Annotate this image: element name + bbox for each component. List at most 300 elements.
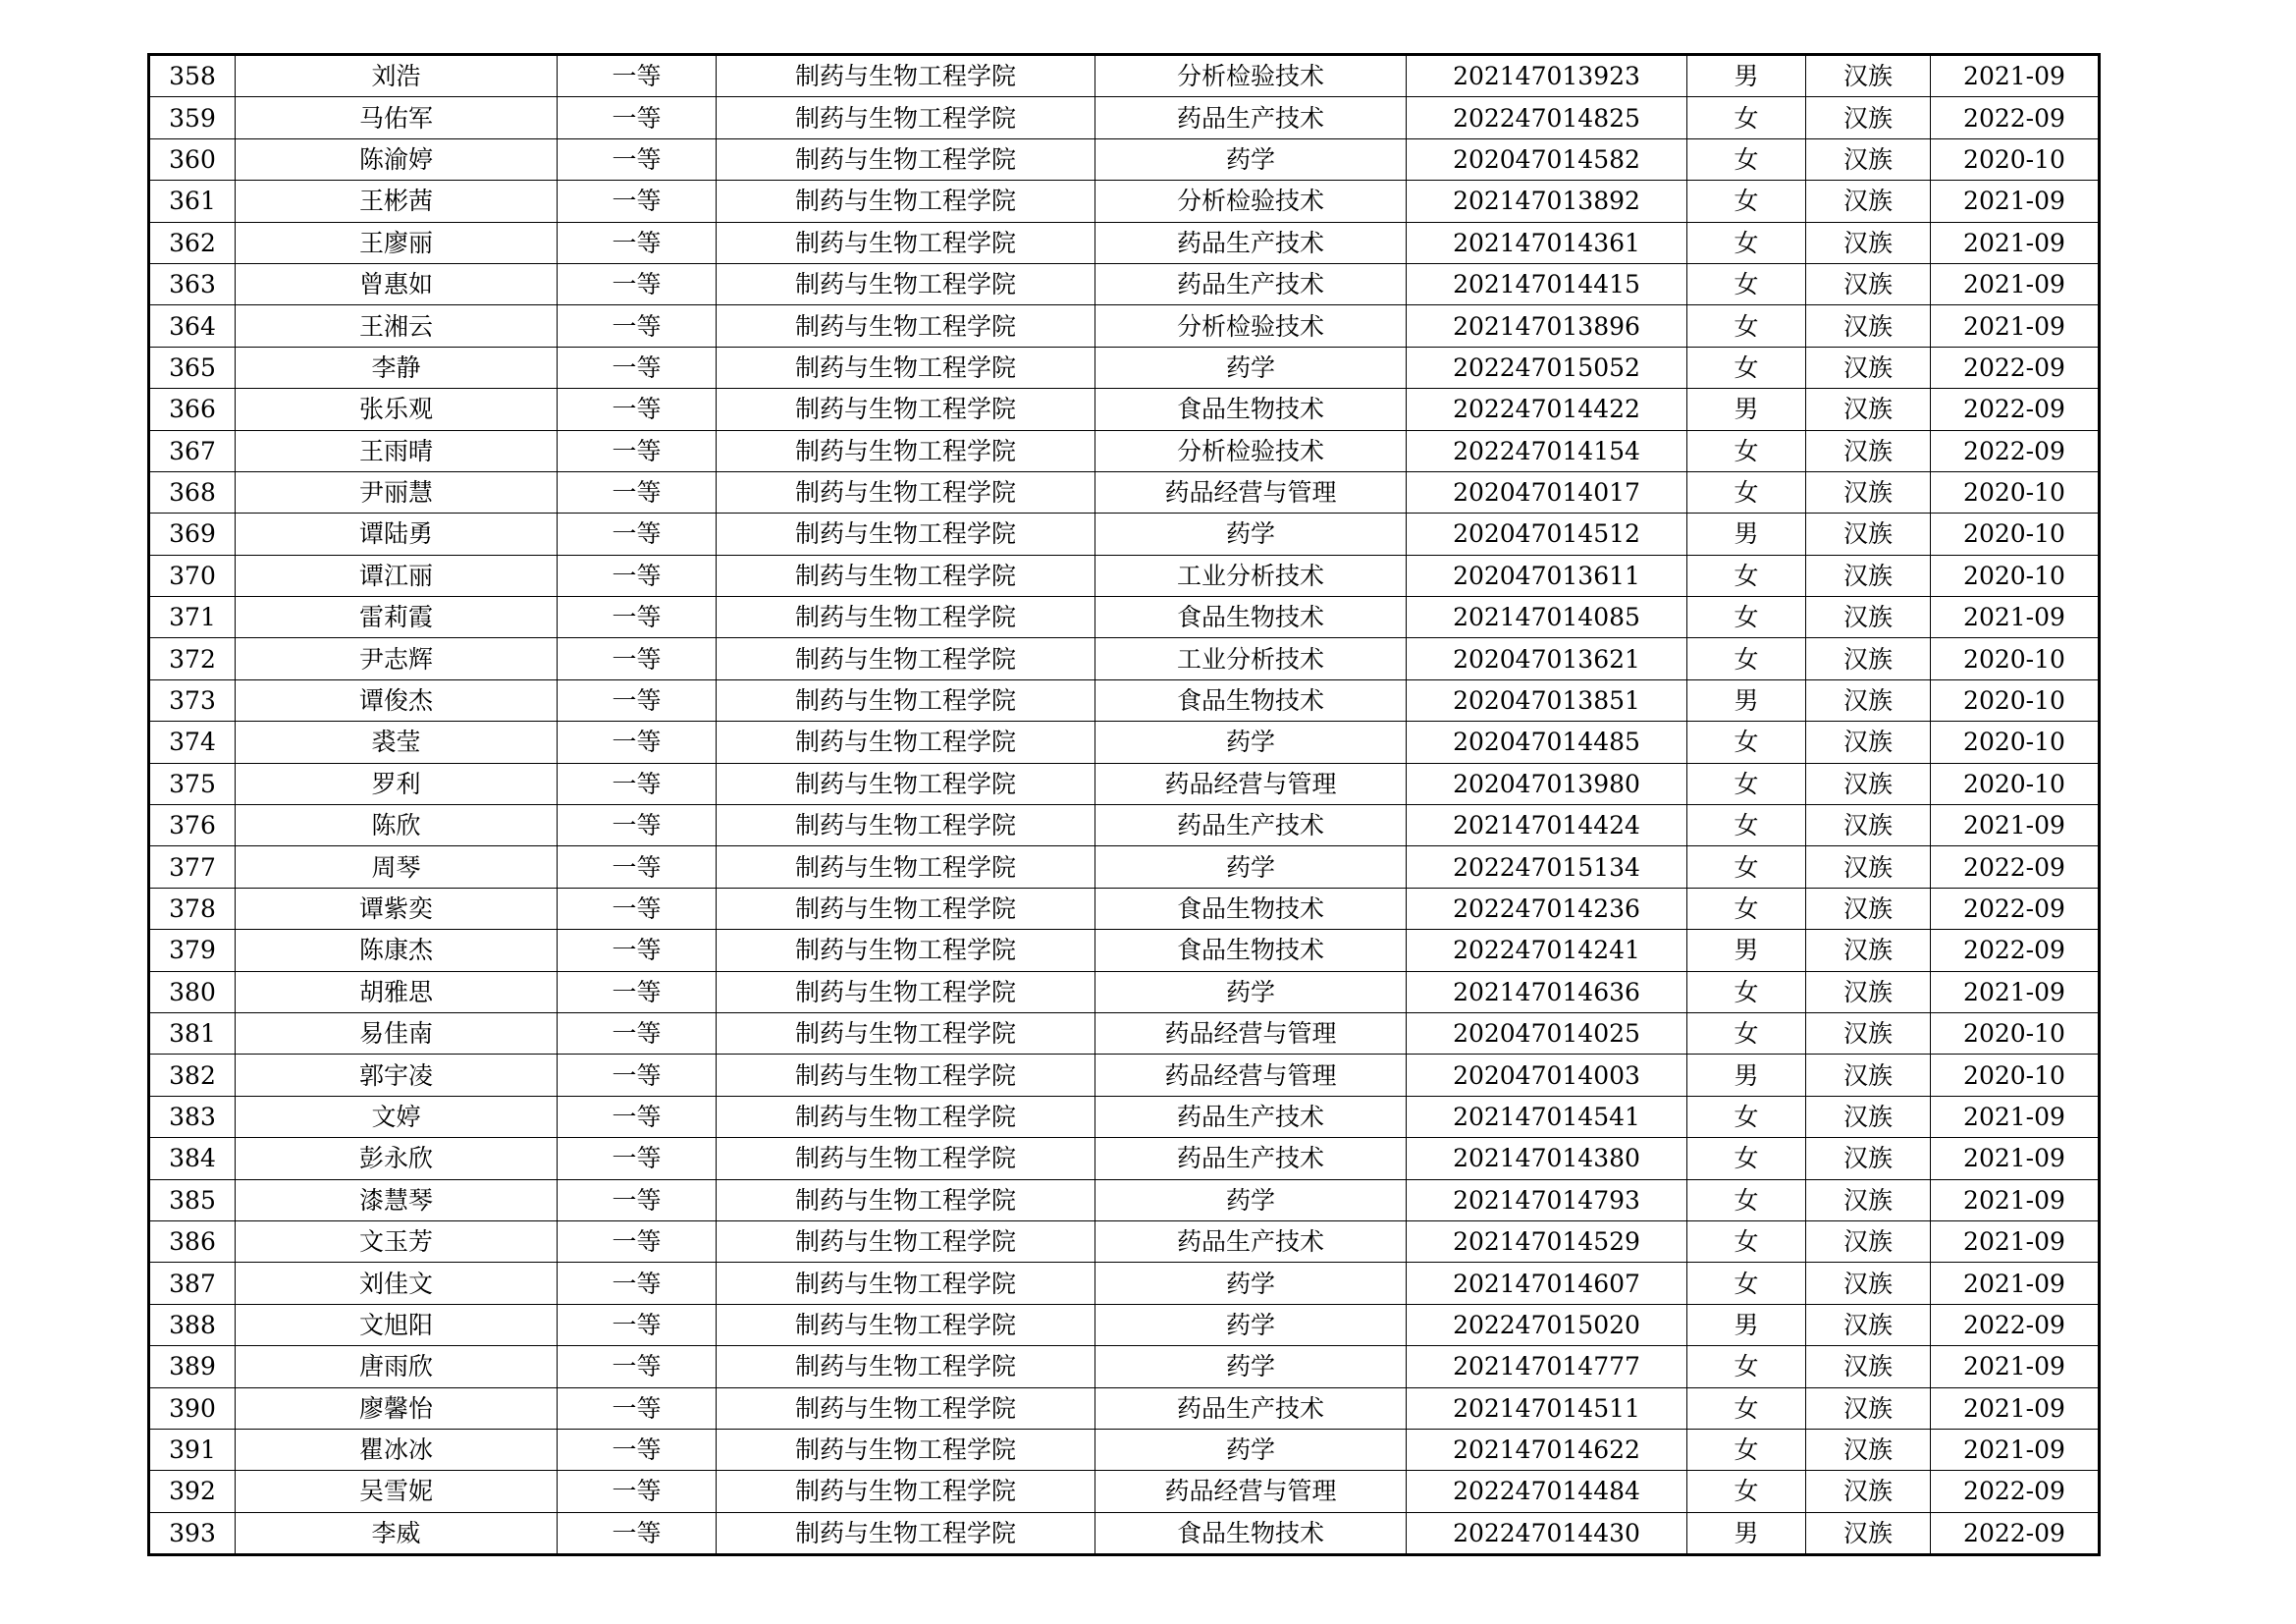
enrollment-date-cell: 2020-10	[1931, 1012, 2100, 1054]
enrollment-date-cell: 2021-09	[1931, 1179, 2100, 1220]
student-id-cell: 202047013851	[1407, 679, 1687, 721]
student-id-cell: 202147014415	[1407, 263, 1687, 304]
major-cell: 药品生产技术	[1095, 263, 1407, 304]
student-id-cell: 202047014512	[1407, 514, 1687, 555]
award-level-cell: 一等	[558, 1096, 717, 1137]
student-id-cell: 202047013980	[1407, 763, 1687, 804]
college-cell: 制药与生物工程学院	[717, 222, 1095, 263]
enrollment-date-cell: 2021-09	[1931, 181, 2100, 222]
table-row	[149, 679, 2100, 721]
ethnicity-cell: 汉族	[1806, 1346, 1931, 1387]
table-row	[149, 1096, 2100, 1137]
student-id-cell: 202147013923	[1407, 55, 1687, 97]
award-level-cell: 一等	[558, 347, 717, 388]
student-name-cell: 张乐观	[236, 389, 558, 430]
award-level-cell: 一等	[558, 1179, 717, 1220]
student-id-cell: 202147014622	[1407, 1429, 1687, 1470]
ethnicity-cell: 汉族	[1806, 1220, 1931, 1262]
college-cell: 制药与生物工程学院	[717, 514, 1095, 555]
college-cell: 制药与生物工程学院	[717, 263, 1095, 304]
award-level-cell: 一等	[558, 679, 717, 721]
enrollment-date-cell: 2020-10	[1931, 555, 2100, 596]
college-cell: 制药与生物工程学院	[717, 1012, 1095, 1054]
award-level-cell: 一等	[558, 971, 717, 1012]
major-cell: 药学	[1095, 514, 1407, 555]
gender-cell: 女	[1687, 763, 1806, 804]
student-name-cell: 陈欣	[236, 805, 558, 846]
college-cell: 制药与生物工程学院	[717, 722, 1095, 763]
student-name-cell: 王雨晴	[236, 430, 558, 471]
ethnicity-cell: 汉族	[1806, 97, 1931, 138]
row-number-cell: 365	[149, 347, 236, 388]
student-id-cell: 202147014793	[1407, 1179, 1687, 1220]
enrollment-date-cell: 2022-09	[1931, 1304, 2100, 1345]
student-name-cell: 唐雨欣	[236, 1346, 558, 1387]
student-id-cell: 202247015020	[1407, 1304, 1687, 1345]
enrollment-date-cell: 2022-09	[1931, 1512, 2100, 1554]
major-cell: 药学	[1095, 1429, 1407, 1470]
award-level-cell: 一等	[558, 1346, 717, 1387]
gender-cell: 女	[1687, 722, 1806, 763]
major-cell: 食品生物技术	[1095, 1512, 1407, 1554]
student-id-cell: 202247014236	[1407, 888, 1687, 929]
student-name-cell: 刘浩	[236, 55, 558, 97]
table-row	[149, 763, 2100, 804]
enrollment-date-cell: 2021-09	[1931, 1263, 2100, 1304]
college-cell: 制药与生物工程学院	[717, 1263, 1095, 1304]
major-cell: 药学	[1095, 1304, 1407, 1345]
ethnicity-cell: 汉族	[1806, 514, 1931, 555]
ethnicity-cell: 汉族	[1806, 763, 1931, 804]
student-id-cell: 202047013611	[1407, 555, 1687, 596]
row-number-cell: 391	[149, 1429, 236, 1470]
college-cell: 制药与生物工程学院	[717, 1138, 1095, 1179]
award-level-cell: 一等	[558, 555, 717, 596]
student-name-cell: 漆慧琴	[236, 1179, 558, 1220]
ethnicity-cell: 汉族	[1806, 930, 1931, 971]
table-row	[149, 347, 2100, 388]
college-cell: 制药与生物工程学院	[717, 1346, 1095, 1387]
major-cell: 药学	[1095, 347, 1407, 388]
college-cell: 制药与生物工程学院	[717, 1471, 1095, 1512]
student-name-cell: 马佑军	[236, 97, 558, 138]
major-cell: 药品生产技术	[1095, 222, 1407, 263]
award-level-cell: 一等	[558, 846, 717, 888]
table-row	[149, 971, 2100, 1012]
gender-cell: 女	[1687, 555, 1806, 596]
gender-cell: 女	[1687, 1096, 1806, 1137]
student-name-cell: 易佳南	[236, 1012, 558, 1054]
student-name-cell: 瞿冰冰	[236, 1429, 558, 1470]
ethnicity-cell: 汉族	[1806, 722, 1931, 763]
enrollment-date-cell: 2022-09	[1931, 1471, 2100, 1512]
award-level-cell: 一等	[558, 389, 717, 430]
ethnicity-cell: 汉族	[1806, 971, 1931, 1012]
row-number-cell: 392	[149, 1471, 236, 1512]
enrollment-date-cell: 2020-10	[1931, 471, 2100, 513]
table-row	[149, 97, 2100, 138]
table-row	[149, 1263, 2100, 1304]
ethnicity-cell: 汉族	[1806, 1387, 1931, 1429]
student-name-cell: 李威	[236, 1512, 558, 1554]
gender-cell: 女	[1687, 471, 1806, 513]
enrollment-date-cell: 2022-09	[1931, 97, 2100, 138]
ethnicity-cell: 汉族	[1806, 55, 1931, 97]
major-cell: 药品经营与管理	[1095, 471, 1407, 513]
gender-cell: 女	[1687, 1012, 1806, 1054]
major-cell: 分析检验技术	[1095, 181, 1407, 222]
major-cell: 分析检验技术	[1095, 430, 1407, 471]
gender-cell: 女	[1687, 1429, 1806, 1470]
award-level-cell: 一等	[558, 1055, 717, 1096]
ethnicity-cell: 汉族	[1806, 805, 1931, 846]
student-name-cell: 雷莉霞	[236, 597, 558, 638]
table-row	[149, 1138, 2100, 1179]
row-number-cell: 368	[149, 471, 236, 513]
major-cell: 分析检验技术	[1095, 55, 1407, 97]
college-cell: 制药与生物工程学院	[717, 763, 1095, 804]
student-id-cell: 202047014003	[1407, 1055, 1687, 1096]
college-cell: 制药与生物工程学院	[717, 471, 1095, 513]
major-cell: 药品生产技术	[1095, 1096, 1407, 1137]
row-number-cell: 385	[149, 1179, 236, 1220]
enrollment-date-cell: 2020-10	[1931, 679, 2100, 721]
enrollment-date-cell: 2020-10	[1931, 763, 2100, 804]
ethnicity-cell: 汉族	[1806, 1471, 1931, 1512]
row-number-cell: 379	[149, 930, 236, 971]
student-id-cell: 202147014085	[1407, 597, 1687, 638]
student-id-cell: 202147014511	[1407, 1387, 1687, 1429]
row-number-cell: 370	[149, 555, 236, 596]
row-number-cell: 384	[149, 1138, 236, 1179]
student-id-cell: 202247014484	[1407, 1471, 1687, 1512]
student-name-cell: 谭陆勇	[236, 514, 558, 555]
gender-cell: 女	[1687, 1220, 1806, 1262]
enrollment-date-cell: 2020-10	[1931, 638, 2100, 679]
ethnicity-cell: 汉族	[1806, 679, 1931, 721]
enrollment-date-cell: 2021-09	[1931, 1220, 2100, 1262]
gender-cell: 女	[1687, 1138, 1806, 1179]
table-row	[149, 638, 2100, 679]
college-cell: 制药与生物工程学院	[717, 55, 1095, 97]
college-cell: 制药与生物工程学院	[717, 555, 1095, 596]
major-cell: 药品生产技术	[1095, 1220, 1407, 1262]
major-cell: 药品生产技术	[1095, 1387, 1407, 1429]
student-id-cell: 202247014422	[1407, 389, 1687, 430]
college-cell: 制药与生物工程学院	[717, 638, 1095, 679]
enrollment-date-cell: 2022-09	[1931, 846, 2100, 888]
student-name-cell: 李静	[236, 347, 558, 388]
gender-cell: 男	[1687, 930, 1806, 971]
student-name-cell: 彭永欣	[236, 1138, 558, 1179]
student-name-cell: 陈康杰	[236, 930, 558, 971]
college-cell: 制药与生物工程学院	[717, 1512, 1095, 1554]
ethnicity-cell: 汉族	[1806, 222, 1931, 263]
college-cell: 制药与生物工程学院	[717, 138, 1095, 180]
major-cell: 药品经营与管理	[1095, 763, 1407, 804]
row-number-cell: 390	[149, 1387, 236, 1429]
award-level-cell: 一等	[558, 1512, 717, 1554]
table-row	[149, 597, 2100, 638]
student-name-cell: 尹丽慧	[236, 471, 558, 513]
college-cell: 制药与生物工程学院	[717, 888, 1095, 929]
award-level-cell: 一等	[558, 138, 717, 180]
award-level-cell: 一等	[558, 1304, 717, 1345]
gender-cell: 女	[1687, 305, 1806, 347]
major-cell: 食品生物技术	[1095, 389, 1407, 430]
student-name-cell: 王湘云	[236, 305, 558, 347]
row-number-cell: 387	[149, 1263, 236, 1304]
table-row	[149, 471, 2100, 513]
award-level-cell: 一等	[558, 638, 717, 679]
table-row	[149, 514, 2100, 555]
enrollment-date-cell: 2021-09	[1931, 1387, 2100, 1429]
gender-cell: 女	[1687, 97, 1806, 138]
gender-cell: 女	[1687, 181, 1806, 222]
award-level-cell: 一等	[558, 430, 717, 471]
college-cell: 制药与生物工程学院	[717, 389, 1095, 430]
student-id-cell: 202147014424	[1407, 805, 1687, 846]
student-id-cell: 202147014529	[1407, 1220, 1687, 1262]
student-name-cell: 郭宇凌	[236, 1055, 558, 1096]
row-number-cell: 388	[149, 1304, 236, 1345]
enrollment-date-cell: 2020-10	[1931, 514, 2100, 555]
gender-cell: 男	[1687, 514, 1806, 555]
award-level-cell: 一等	[558, 930, 717, 971]
major-cell: 药学	[1095, 1346, 1407, 1387]
row-number-cell: 375	[149, 763, 236, 804]
major-cell: 食品生物技术	[1095, 930, 1407, 971]
student-id-cell: 202047013621	[1407, 638, 1687, 679]
table-row	[149, 930, 2100, 971]
enrollment-date-cell: 2021-09	[1931, 1096, 2100, 1137]
student-name-cell: 文婷	[236, 1096, 558, 1137]
table-row	[149, 1012, 2100, 1054]
student-name-cell: 文旭阳	[236, 1304, 558, 1345]
award-level-cell: 一等	[558, 263, 717, 304]
award-level-cell: 一等	[558, 514, 717, 555]
college-cell: 制药与生物工程学院	[717, 1179, 1095, 1220]
ethnicity-cell: 汉族	[1806, 1263, 1931, 1304]
major-cell: 药学	[1095, 846, 1407, 888]
student-id-cell: 202147014777	[1407, 1346, 1687, 1387]
gender-cell: 女	[1687, 971, 1806, 1012]
ethnicity-cell: 汉族	[1806, 181, 1931, 222]
major-cell: 药学	[1095, 138, 1407, 180]
gender-cell: 女	[1687, 846, 1806, 888]
major-cell: 药品生产技术	[1095, 97, 1407, 138]
student-id-cell: 202147013896	[1407, 305, 1687, 347]
student-name-cell: 陈渝婷	[236, 138, 558, 180]
row-number-cell: 358	[149, 55, 236, 97]
college-cell: 制药与生物工程学院	[717, 181, 1095, 222]
row-number-cell: 386	[149, 1220, 236, 1262]
ethnicity-cell: 汉族	[1806, 305, 1931, 347]
student-id-cell: 202247014241	[1407, 930, 1687, 971]
student-id-cell: 202147014361	[1407, 222, 1687, 263]
table-row	[149, 1471, 2100, 1512]
enrollment-date-cell: 2020-10	[1931, 138, 2100, 180]
ethnicity-cell: 汉族	[1806, 1429, 1931, 1470]
gender-cell: 女	[1687, 138, 1806, 180]
enrollment-date-cell: 2021-09	[1931, 305, 2100, 347]
student-name-cell: 文玉芳	[236, 1220, 558, 1262]
college-cell: 制药与生物工程学院	[717, 347, 1095, 388]
row-number-cell: 382	[149, 1055, 236, 1096]
student-id-cell: 202047014485	[1407, 722, 1687, 763]
student-id-cell: 202247014825	[1407, 97, 1687, 138]
college-cell: 制药与生物工程学院	[717, 930, 1095, 971]
table-row	[149, 55, 2100, 97]
award-level-cell: 一等	[558, 471, 717, 513]
table-row	[149, 1220, 2100, 1262]
table-row	[149, 430, 2100, 471]
award-level-cell: 一等	[558, 1387, 717, 1429]
table-row	[149, 138, 2100, 180]
gender-cell: 女	[1687, 805, 1806, 846]
student-name-cell: 周琴	[236, 846, 558, 888]
college-cell: 制药与生物工程学院	[717, 597, 1095, 638]
row-number-cell: 378	[149, 888, 236, 929]
gender-cell: 女	[1687, 597, 1806, 638]
enrollment-date-cell: 2021-09	[1931, 263, 2100, 304]
college-cell: 制药与生物工程学院	[717, 97, 1095, 138]
enrollment-date-cell: 2021-09	[1931, 222, 2100, 263]
college-cell: 制药与生物工程学院	[717, 846, 1095, 888]
row-number-cell: 377	[149, 846, 236, 888]
row-number-cell: 389	[149, 1346, 236, 1387]
student-id-cell: 202047014017	[1407, 471, 1687, 513]
major-cell: 工业分析技术	[1095, 638, 1407, 679]
ethnicity-cell: 汉族	[1806, 1096, 1931, 1137]
ethnicity-cell: 汉族	[1806, 347, 1931, 388]
award-level-cell: 一等	[558, 597, 717, 638]
college-cell: 制药与生物工程学院	[717, 430, 1095, 471]
student-id-cell: 202147014380	[1407, 1138, 1687, 1179]
row-number-cell: 373	[149, 679, 236, 721]
college-cell: 制药与生物工程学院	[717, 1096, 1095, 1137]
ethnicity-cell: 汉族	[1806, 1512, 1931, 1554]
table-row	[149, 1512, 2100, 1554]
award-level-cell: 一等	[558, 1220, 717, 1262]
student-id-cell: 202147014541	[1407, 1096, 1687, 1137]
table-row	[149, 555, 2100, 596]
gender-cell: 女	[1687, 222, 1806, 263]
table-row	[149, 805, 2100, 846]
table-row	[149, 263, 2100, 304]
college-cell: 制药与生物工程学院	[717, 805, 1095, 846]
gender-cell: 男	[1687, 679, 1806, 721]
major-cell: 药品经营与管理	[1095, 1055, 1407, 1096]
enrollment-date-cell: 2022-09	[1931, 888, 2100, 929]
student-name-cell: 胡雅思	[236, 971, 558, 1012]
row-number-cell: 363	[149, 263, 236, 304]
row-number-cell: 360	[149, 138, 236, 180]
gender-cell: 女	[1687, 638, 1806, 679]
enrollment-date-cell: 2021-09	[1931, 1429, 2100, 1470]
major-cell: 药学	[1095, 1263, 1407, 1304]
award-level-cell: 一等	[558, 55, 717, 97]
award-level-cell: 一等	[558, 97, 717, 138]
award-level-cell: 一等	[558, 1263, 717, 1304]
student-name-cell: 谭俊杰	[236, 679, 558, 721]
enrollment-date-cell: 2022-09	[1931, 930, 2100, 971]
table-row	[149, 181, 2100, 222]
table-row	[149, 1179, 2100, 1220]
row-number-cell: 369	[149, 514, 236, 555]
student-id-cell: 202147014607	[1407, 1263, 1687, 1304]
gender-cell: 女	[1687, 1471, 1806, 1512]
enrollment-date-cell: 2020-10	[1931, 1055, 2100, 1096]
row-number-cell: 361	[149, 181, 236, 222]
enrollment-date-cell: 2022-09	[1931, 389, 2100, 430]
enrollment-date-cell: 2020-10	[1931, 722, 2100, 763]
major-cell: 药品生产技术	[1095, 805, 1407, 846]
major-cell: 药品生产技术	[1095, 1138, 1407, 1179]
ethnicity-cell: 汉族	[1806, 138, 1931, 180]
award-level-cell: 一等	[558, 181, 717, 222]
ethnicity-cell: 汉族	[1806, 471, 1931, 513]
award-level-cell: 一等	[558, 805, 717, 846]
gender-cell: 男	[1687, 1055, 1806, 1096]
gender-cell: 女	[1687, 347, 1806, 388]
award-level-cell: 一等	[558, 888, 717, 929]
student-name-cell: 罗利	[236, 763, 558, 804]
ethnicity-cell: 汉族	[1806, 555, 1931, 596]
college-cell: 制药与生物工程学院	[717, 1387, 1095, 1429]
ethnicity-cell: 汉族	[1806, 263, 1931, 304]
student-id-cell: 202247014430	[1407, 1512, 1687, 1554]
award-level-cell: 一等	[558, 1138, 717, 1179]
college-cell: 制药与生物工程学院	[717, 1304, 1095, 1345]
major-cell: 食品生物技术	[1095, 597, 1407, 638]
row-number-cell: 359	[149, 97, 236, 138]
table-row	[149, 1304, 2100, 1345]
gender-cell: 男	[1687, 1304, 1806, 1345]
table-row	[149, 846, 2100, 888]
college-cell: 制药与生物工程学院	[717, 1429, 1095, 1470]
college-cell: 制药与生物工程学院	[717, 1055, 1095, 1096]
major-cell: 药学	[1095, 971, 1407, 1012]
table-row	[149, 1055, 2100, 1096]
college-cell: 制药与生物工程学院	[717, 971, 1095, 1012]
row-number-cell: 366	[149, 389, 236, 430]
college-cell: 制药与生物工程学院	[717, 679, 1095, 721]
award-level-cell: 一等	[558, 222, 717, 263]
student-id-cell: 202147013892	[1407, 181, 1687, 222]
major-cell: 药品经营与管理	[1095, 1471, 1407, 1512]
enrollment-date-cell: 2021-09	[1931, 1346, 2100, 1387]
major-cell: 分析检验技术	[1095, 305, 1407, 347]
award-level-cell: 一等	[558, 1471, 717, 1512]
row-number-cell: 367	[149, 430, 236, 471]
row-number-cell: 381	[149, 1012, 236, 1054]
student-name-cell: 谭江丽	[236, 555, 558, 596]
student-name-cell: 吴雪妮	[236, 1471, 558, 1512]
ethnicity-cell: 汉族	[1806, 1138, 1931, 1179]
table-row	[149, 888, 2100, 929]
row-number-cell: 393	[149, 1512, 236, 1554]
enrollment-date-cell: 2021-09	[1931, 1138, 2100, 1179]
award-level-cell: 一等	[558, 1429, 717, 1470]
gender-cell: 女	[1687, 1387, 1806, 1429]
gender-cell: 女	[1687, 430, 1806, 471]
major-cell: 药学	[1095, 1179, 1407, 1220]
ethnicity-cell: 汉族	[1806, 1179, 1931, 1220]
row-number-cell: 372	[149, 638, 236, 679]
college-cell: 制药与生物工程学院	[717, 1220, 1095, 1262]
student-id-cell: 202047014582	[1407, 138, 1687, 180]
